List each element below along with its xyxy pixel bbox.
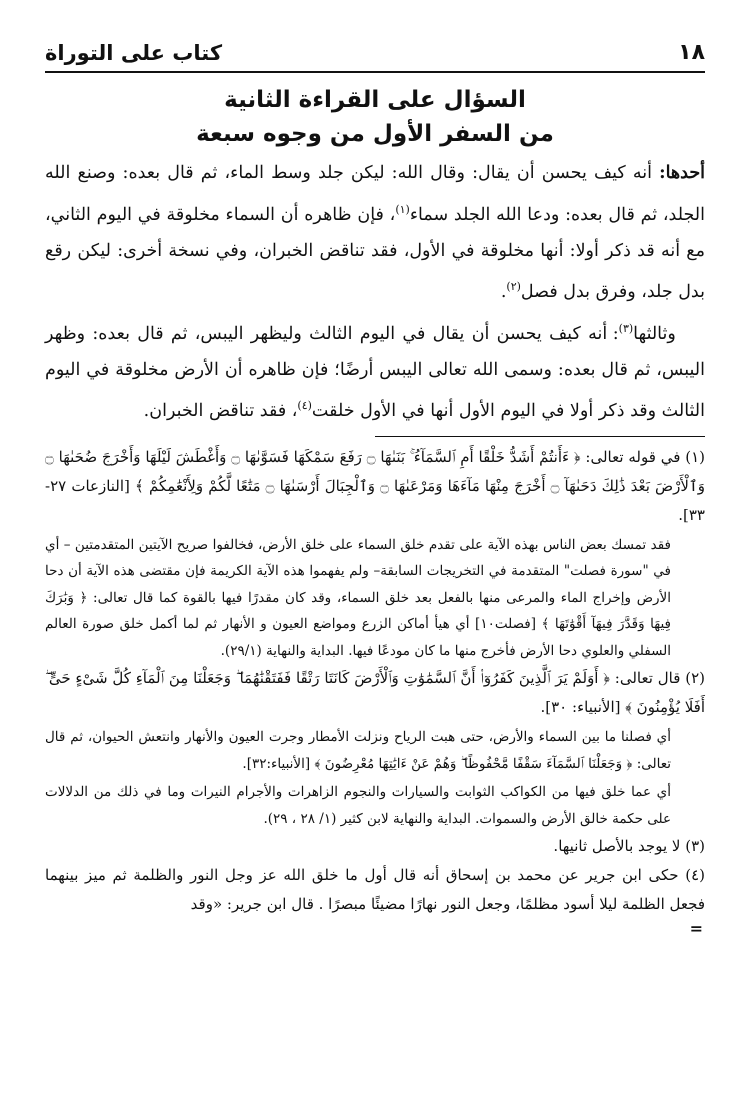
- page-header: [45, 40, 705, 73]
- footnote-4: [45, 861, 705, 919]
- footnote-number: (٢): [685, 669, 705, 688]
- paragraph-text: .: [500, 282, 507, 303]
- footnote-text: [فصلت١٠] أي هيأ أماكن الزرع ومواضع العيون و الأنهار ثم لما أكمل خلق صورة العالم السفلي والعلوي دحا الأرض فأخرج منها ما كان مودعًا فيها. البداية والنهاية (٢٩/١).: [45, 616, 671, 659]
- paragraph-text: ، فإن ظاهره أن السماء مخلوقة في اليوم الثاني، مع أنه قد ذكر أولا: أنها مخلوقة في الأول، فقد تناقض الخبران، وفي نسخة أخرى: ليكن رقع بدل جلد، وفرق بدل فصل: [45, 204, 705, 303]
- paragraph-lead: وثالثها: [633, 323, 676, 344]
- footnote-2: [45, 664, 705, 722]
- footnote-1: [45, 443, 705, 530]
- section-heading: [45, 83, 705, 151]
- footnote-2-commentary-b: أي عما خلق فيها من الكواكب الثوابت والسيارات والنجوم الزاهرات والأجرام النيرات وما في ذلك من الدلالات على حكمة خالق الأرض والسموات. البداية والنهاية لابن كثير (١/ ٢٨ ، ٢٩).: [45, 784, 671, 827]
- paragraph-first: [45, 155, 705, 311]
- quran-verse: ﴿ وَجَعَلْنَا ٱلسَّمَآءَ سَقْفًا مَّحْفُوظًا ۖ وَهُمْ عَنْ ءَايَٰتِهَا مُعْرِضُونَ ﴾: [314, 755, 633, 772]
- paragraph-text: : أنه كيف يحسن أن يقال في اليوم الثالث وليظهر اليبس، ثم قال بعده: وظهر اليبس، ثم قال بعده: وسمى الله تعالى اليبس أرضًا؛ فإن ظاهره أن الأرض مخلوقة في اليوم الثالث وقد ذكر أولا في اليوم الأول أنها في الأول خلقت: [45, 323, 705, 422]
- footnote-ref[interactable]: (١): [395, 202, 410, 216]
- footnote-3: [45, 832, 705, 861]
- footnote-text: في قوله تعالى:: [580, 447, 686, 466]
- quran-verse: ﴿ وَبَٰرَكَ فِيهَا وَقَدَّرَ فِيهَآ أَقْوَٰتَهَا ﴾: [45, 589, 671, 633]
- quran-verse: ﴿ ءَأَنتُمْ أَشَدُّ خَلْقًا أَمِ ٱلسَّمَآءُ ۚ بَنَىٰهَا ۝ رَفَعَ سَمْكَهَا فَسَوَّىٰهَا ۝ وَأَغْطَشَ لَيْلَهَا وَأَخْرَجَ ضُحَىٰهَا ۝ وَٱلْأَرْضَ بَعْدَ ذَٰلِكَ دَحَىٰهَآ ۝ أَخْرَجَ مِنْهَا مَآءَهَا وَمَرْعَىٰهَا ۝ وَٱلْجِبَالَ أَرْسَىٰهَا ۝ مَتَٰعًا لَّكُمْ وَلِأَنْعَٰمِكُمْ ﴾: [45, 447, 706, 495]
- footnote-text: لا يوجد بالأصل ثانيها.: [553, 837, 686, 856]
- footnotes: [45, 443, 705, 939]
- continuation-mark: =: [689, 919, 703, 939]
- footnote-text: حكى ابن جرير عن محمد بن إسحاق أنه قال أول ما خلق الله عز وجل النور والظلمة ثم ميز بينهما فجعل الظلمة ليلا أسود مظلمًا، وجعل النور نهارًا مضيئًا مبصرًا . قال ابن جرير: «وقد: [45, 866, 705, 914]
- paragraph-text: أنه كيف يحسن أن يقال: وقال الله: ليكن جلد وسط الماء، ثم قال بعده: وصنع الله الجلد، ثم قال بعده: ودعا الله الجلد سماء: [45, 163, 705, 225]
- verse-source: [الأنبياء: ٣٠].: [540, 698, 626, 717]
- verse-source: [النازعات ٢٧- ٣٣].: [45, 476, 705, 524]
- quran-verse: ﴿ أَوَلَمْ يَرَ ٱلَّذِينَ كَفَرُوٓا۟ أَنَّ ٱلسَّمَٰوَٰتِ وَٱلْأَرْضَ كَانَتَا رَتْقًا فَفَتَقْنَٰهُمَا ۖ وَجَعَلْنَا مِنَ ٱلْمَآءِ كُلَّ شَىْءٍ حَىٍّ ۖ أَفَلَا يُؤْمِنُونَ ﴾: [45, 669, 705, 717]
- running-title: كتاب على التوراة: [45, 41, 223, 65]
- paragraph-third: [45, 311, 705, 430]
- footnote-number: (٣): [685, 837, 705, 856]
- section-title-line-1: السؤال على القراءة الثانية: [224, 87, 526, 113]
- footnote-text: فقد تمسك بعض الناس بهذه الآية على تقدم خلق السماء على خلق الأرض، فخالفوا صريح الآيتين المتقدمتين – أي في "سورة فصلت" المتقدمة في التخريجات السابقة– ولم يفهموا هذه الآية الكريمة فإن مقتضى هذه الآية أن دحا الأرض وإخراج الماء والمرعى منها بالفعل بعد خلق السماء، وقد كان مقدرًا فيها بالقوة كما قال تعالى:: [45, 536, 671, 606]
- footnote-text: قال تعالى:: [609, 669, 686, 688]
- paragraph-text: ، فقد تناقض الخبران.: [143, 401, 298, 422]
- footnote-ref[interactable]: (٢): [506, 280, 521, 294]
- verse-source: [الأنبياء:٣٢].: [242, 755, 315, 772]
- footnote-number: (٤): [685, 866, 705, 885]
- footnote-ref[interactable]: (٣): [618, 321, 634, 335]
- paragraph-lead: أحدها:: [659, 163, 705, 183]
- footnote-2-commentary: [45, 724, 705, 777]
- section-title-line-2: من السفر الأول من وجوه سبعة: [196, 121, 554, 147]
- footnote-ref[interactable]: (٤): [297, 399, 312, 413]
- footnote-divider: [375, 436, 705, 437]
- footnote-number: (١): [685, 447, 705, 466]
- main-text: [45, 155, 705, 430]
- footnote-1-commentary: [45, 532, 705, 665]
- page-number: ١٨: [678, 40, 705, 65]
- footnote-text: أي فصلنا ما بين السماء والأرض، حتى هبت الرياح ونزلت الأمطار وجرت العيون والأنهار وانتعش الحيوان، ثم قال تعالى:: [45, 729, 671, 772]
